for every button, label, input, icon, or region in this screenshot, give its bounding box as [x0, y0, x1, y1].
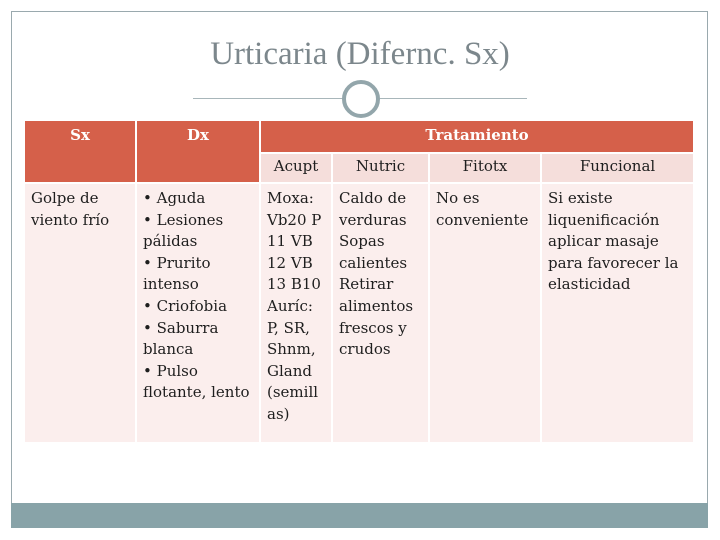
differentiation-table: [23, 119, 695, 444]
bottom-accent-bar: [11, 503, 708, 528]
cell-acupt: Moxa: Vb20 P 11 VB 12 VB 13 B10 Auríc: P, SR, Shnm, Gland (semill as): [260, 183, 332, 443]
subheader-acupt: Acupt: [260, 153, 332, 183]
header-tratamiento: Tratamiento: [260, 120, 694, 153]
table-row: [24, 183, 694, 443]
dx-item: • Aguda: [143, 189, 206, 207]
subheader-funcional: Funcional: [541, 153, 694, 183]
header-sx: Sx: [24, 120, 136, 183]
circle-ornament: [342, 80, 380, 118]
dx-list: [143, 188, 255, 404]
dx-item: • Saburra blanca: [143, 318, 219, 359]
subheader-fitotx: Fitotx: [429, 153, 541, 183]
subheader-nutric: Nutric: [332, 153, 429, 183]
dx-item: • Pulso flotante, lento: [143, 361, 250, 402]
dx-item: • Prurito intenso: [143, 253, 211, 294]
cell-fitotx: No es conveniente: [429, 183, 541, 443]
dx-item: • Lesiones pálidas: [143, 210, 224, 251]
slide-title: Urticaria (Difernc. Sx): [210, 36, 510, 72]
cell-funcional: Si existe liquenificación aplicar masaje para favorecer la elasticidad: [541, 183, 694, 443]
cell-nutric: Caldo de verduras Sopas calientes Retirar alimentos frescos y crudos: [332, 183, 429, 443]
header-dx: Dx: [136, 120, 260, 183]
cell-dx: [136, 183, 260, 443]
dx-item: • Criofobia: [143, 296, 228, 315]
cell-sx: Golpe de viento frío: [24, 183, 136, 443]
